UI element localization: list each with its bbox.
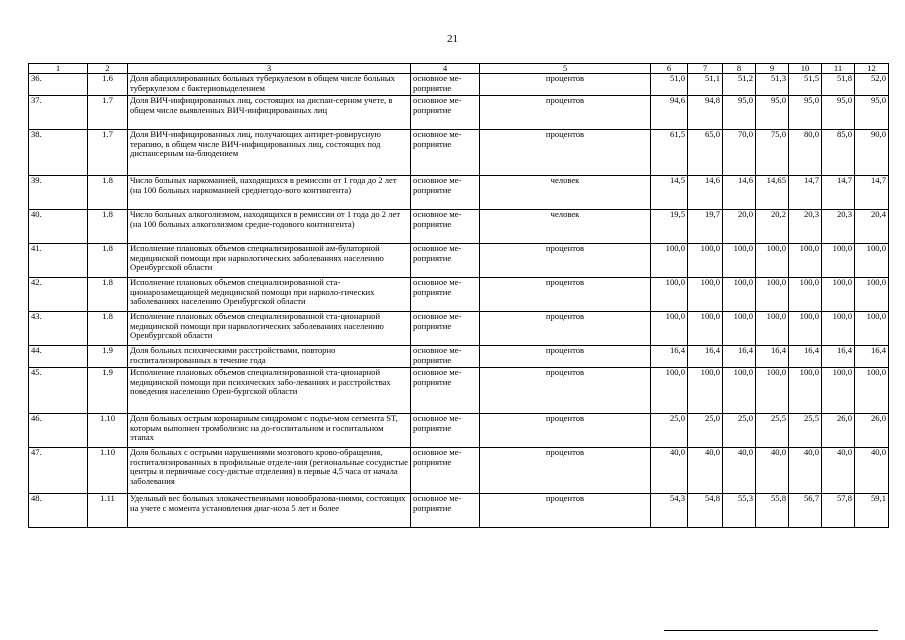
indicator-value: 40,0	[651, 448, 688, 494]
indicator-value: 51,1	[688, 74, 723, 96]
unit-of-measure: процентов	[480, 494, 651, 528]
activity-code: 1.8	[88, 278, 128, 312]
indicator-value: 80,0	[789, 130, 822, 176]
column-header: 4	[411, 64, 480, 74]
indicator-value: 95,0	[789, 96, 822, 130]
indicator-value: 100,0	[688, 368, 723, 414]
indicator-value: 100,0	[688, 312, 723, 346]
indicator-value: 100,0	[822, 244, 855, 278]
row-number: 43.	[29, 312, 88, 346]
indicator-value: 14,65	[756, 176, 789, 210]
row-number: 46.	[29, 414, 88, 448]
indicator-value: 40,0	[855, 448, 889, 494]
indicator-value: 100,0	[756, 278, 789, 312]
indicator-name: Исполнение плановых объемов специализированной ста-ционарозамещающей медицинской помощи при нарколо-гических заболеваниях населению Оренбургской области	[128, 278, 411, 312]
table-body	[29, 74, 889, 528]
indicator-value: 95,0	[723, 96, 756, 130]
column-header: 8	[723, 64, 756, 74]
indicator-name: Число больных наркоманией, находящихся в ремиссии от 1 года до 2 лет (на 100 больных наркоманией среднегодо-вого контингента)	[128, 176, 411, 210]
indicator-value: 100,0	[651, 278, 688, 312]
table-row	[29, 278, 889, 312]
activity-code: 1.10	[88, 414, 128, 448]
column-header: 9	[756, 64, 789, 74]
activity-type: основное ме-роприятие	[411, 176, 480, 210]
indicator-value: 94,6	[651, 96, 688, 130]
indicator-value: 100,0	[855, 244, 889, 278]
indicator-value: 100,0	[651, 312, 688, 346]
indicator-value: 100,0	[822, 278, 855, 312]
table-row	[29, 130, 889, 176]
row-number: 41.	[29, 244, 88, 278]
indicator-value: 16,4	[688, 346, 723, 368]
activity-type: основное ме-роприятие	[411, 312, 480, 346]
indicator-value: 100,0	[855, 368, 889, 414]
indicator-value: 100,0	[756, 312, 789, 346]
column-header: 3	[128, 64, 411, 74]
indicator-value: 20,3	[822, 210, 855, 244]
indicator-value: 57,8	[822, 494, 855, 528]
indicator-value: 20,4	[855, 210, 889, 244]
row-number: 48.	[29, 494, 88, 528]
unit-of-measure: процентов	[480, 74, 651, 96]
indicator-value: 100,0	[651, 368, 688, 414]
indicator-value: 20,0	[723, 210, 756, 244]
indicator-value: 26,0	[855, 414, 889, 448]
activity-code: 1.10	[88, 448, 128, 494]
table-row	[29, 176, 889, 210]
indicator-value: 100,0	[789, 278, 822, 312]
indicator-value: 56,7	[789, 494, 822, 528]
indicators-table	[28, 63, 889, 528]
activity-type: основное ме-роприятие	[411, 346, 480, 368]
indicator-value: 95,0	[855, 96, 889, 130]
indicator-value: 61,5	[651, 130, 688, 176]
table-row	[29, 368, 889, 414]
table-row	[29, 210, 889, 244]
indicator-value: 14,7	[855, 176, 889, 210]
indicator-value: 51,5	[789, 74, 822, 96]
unit-of-measure: процентов	[480, 414, 651, 448]
indicator-value: 40,0	[688, 448, 723, 494]
indicator-value: 100,0	[688, 278, 723, 312]
row-number: 38.	[29, 130, 88, 176]
page-number: 21	[447, 33, 458, 45]
indicator-name: Удельный вес больных злокачественными новообразова-ниями, состоящих на учете с момента установления диаг-ноза 5 лет и более	[128, 494, 411, 528]
unit-of-measure: процентов	[480, 278, 651, 312]
indicator-value: 52,0	[855, 74, 889, 96]
activity-type: основное ме-роприятие	[411, 414, 480, 448]
indicator-value: 100,0	[789, 244, 822, 278]
activity-code: 1.8	[88, 312, 128, 346]
activity-type: основное ме-роприятие	[411, 278, 480, 312]
indicator-value: 25,0	[688, 414, 723, 448]
indicator-value: 14,6	[688, 176, 723, 210]
activity-code: 1.9	[88, 346, 128, 368]
indicator-value: 100,0	[723, 312, 756, 346]
activity-type: основное ме-роприятие	[411, 494, 480, 528]
unit-of-measure: процентов	[480, 244, 651, 278]
indicator-name: Исполнение плановых объемов специализированной ста-ционарной медицинской помощи при наркологических заболеваниях населению Оренбургской области	[128, 312, 411, 346]
table-row	[29, 312, 889, 346]
table-row	[29, 96, 889, 130]
indicator-value: 40,0	[756, 448, 789, 494]
indicator-value: 25,0	[723, 414, 756, 448]
indicator-value: 14,6	[723, 176, 756, 210]
indicator-value: 100,0	[723, 278, 756, 312]
row-number: 45.	[29, 368, 88, 414]
indicator-value: 70,0	[723, 130, 756, 176]
indicator-value: 25,5	[756, 414, 789, 448]
activity-type: основное ме-роприятие	[411, 74, 480, 96]
bottom-rule	[664, 630, 878, 631]
indicator-value: 16,4	[756, 346, 789, 368]
indicator-value: 100,0	[822, 312, 855, 346]
activity-code: 1.8	[88, 244, 128, 278]
indicator-value: 95,0	[822, 96, 855, 130]
column-header: 7	[688, 64, 723, 74]
row-number: 37.	[29, 96, 88, 130]
indicator-name: Доля больных психическими расстройствами, повторно госпитализированных в течение года	[128, 346, 411, 368]
indicator-value: 100,0	[688, 244, 723, 278]
row-number: 36.	[29, 74, 88, 96]
indicator-value: 100,0	[756, 368, 789, 414]
table-row	[29, 346, 889, 368]
indicator-value: 85,0	[822, 130, 855, 176]
indicator-value: 55,3	[723, 494, 756, 528]
indicator-value: 16,4	[651, 346, 688, 368]
activity-code: 1.8	[88, 176, 128, 210]
activity-type: основное ме-роприятие	[411, 96, 480, 130]
unit-of-measure: процентов	[480, 312, 651, 346]
column-header: 6	[651, 64, 688, 74]
activity-type: основное ме-роприятие	[411, 210, 480, 244]
activity-type: основное ме-роприятие	[411, 244, 480, 278]
indicator-name: Доля больных острым коронарным синдромом с подъе-мом сегмента ST, которым выполнен тромболизис на до-госпитальном и госпитальном этапах	[128, 414, 411, 448]
column-header: 5	[480, 64, 651, 74]
activity-code: 1.7	[88, 130, 128, 176]
indicator-value: 100,0	[651, 244, 688, 278]
unit-of-measure: процентов	[480, 346, 651, 368]
table-row	[29, 494, 889, 528]
activity-type: основное ме-роприятие	[411, 130, 480, 176]
activity-code: 1.6	[88, 74, 128, 96]
row-number: 40.	[29, 210, 88, 244]
indicator-value: 51,2	[723, 74, 756, 96]
indicator-value: 65,0	[688, 130, 723, 176]
indicator-name: Доля ВИЧ-инфицированных лиц, получающих антирет-ровирусную терапию, в общем числе ВИЧ-инфицированных лиц, состоящих под диспансерным на-блюдением	[128, 130, 411, 176]
indicator-value: 16,4	[855, 346, 889, 368]
indicator-value: 16,4	[723, 346, 756, 368]
indicator-name: Исполнение плановых объемов специализированной ста-ционарной медицинской помощи при психических забо-леваниях и расстройствах поведения населению Орен-бургской области	[128, 368, 411, 414]
indicator-value: 25,0	[651, 414, 688, 448]
indicator-value: 100,0	[723, 368, 756, 414]
indicator-value: 94,8	[688, 96, 723, 130]
indicator-value: 40,0	[789, 448, 822, 494]
indicator-value: 51,3	[756, 74, 789, 96]
indicator-value: 100,0	[756, 244, 789, 278]
indicator-value: 55,8	[756, 494, 789, 528]
indicator-value: 54,8	[688, 494, 723, 528]
row-number: 47.	[29, 448, 88, 494]
column-header: 10	[789, 64, 822, 74]
table-row	[29, 448, 889, 494]
activity-code: 1.8	[88, 210, 128, 244]
table-header	[29, 64, 889, 74]
unit-of-measure: процентов	[480, 96, 651, 130]
indicator-value: 19,7	[688, 210, 723, 244]
unit-of-measure: процентов	[480, 448, 651, 494]
table-row	[29, 74, 889, 96]
indicator-value: 100,0	[855, 278, 889, 312]
activity-code: 1.11	[88, 494, 128, 528]
unit-of-measure: процентов	[480, 130, 651, 176]
indicator-value: 16,4	[789, 346, 822, 368]
indicator-value: 16,4	[822, 346, 855, 368]
indicator-value: 26,0	[822, 414, 855, 448]
row-number: 39.	[29, 176, 88, 210]
table-row	[29, 414, 889, 448]
indicator-value: 20,3	[789, 210, 822, 244]
indicator-name: Доля абациллированных больных туберкулезом в общем числе больных туберкулезом с бактериовыделением	[128, 74, 411, 96]
activity-type: основное ме-роприятие	[411, 448, 480, 494]
indicator-value: 14,5	[651, 176, 688, 210]
indicator-value: 40,0	[723, 448, 756, 494]
table-row	[29, 244, 889, 278]
indicator-value: 90,0	[855, 130, 889, 176]
indicator-value: 100,0	[822, 368, 855, 414]
indicator-value: 14,7	[822, 176, 855, 210]
indicator-value: 100,0	[723, 244, 756, 278]
indicator-name: Доля больных с острыми нарушениями мозгового крово-обращения, госпитализированных в профильные отделе-ния (региональные сосудистые центры и первичные сосу-дистые отделения) в первые 4,5 часа от начала заболевания	[128, 448, 411, 494]
unit-of-measure: человек	[480, 176, 651, 210]
indicator-value: 75,0	[756, 130, 789, 176]
indicator-value: 59,1	[855, 494, 889, 528]
activity-code: 1.9	[88, 368, 128, 414]
row-number: 44.	[29, 346, 88, 368]
unit-of-measure: процентов	[480, 368, 651, 414]
unit-of-measure: человек	[480, 210, 651, 244]
column-header: 2	[88, 64, 128, 74]
activity-code: 1.7	[88, 96, 128, 130]
indicator-value: 14,7	[789, 176, 822, 210]
indicator-name: Доля ВИЧ-инфицированных лиц, состоящих на диспан-серном учете, в общем числе выявленных ВИЧ-инфицированных лиц	[128, 96, 411, 130]
indicator-value: 51,8	[822, 74, 855, 96]
indicator-value: 100,0	[789, 312, 822, 346]
indicator-value: 19,5	[651, 210, 688, 244]
indicator-value: 20,2	[756, 210, 789, 244]
indicator-value: 51,0	[651, 74, 688, 96]
indicator-value: 54,3	[651, 494, 688, 528]
indicator-name: Исполнение плановых объемов специализированной ам-булаторной медицинской помощи при наркологических заболеваниях населению Оренбургской области	[128, 244, 411, 278]
indicator-value: 95,0	[756, 96, 789, 130]
column-header: 12	[855, 64, 889, 74]
column-header: 1	[29, 64, 88, 74]
row-number: 42.	[29, 278, 88, 312]
indicator-value: 40,0	[822, 448, 855, 494]
indicator-name: Число больных алкоголизмом, находящихся в ремиссии от 1 года до 2 лет (на 100 больных алкоголизмом средне-годового контингента)	[128, 210, 411, 244]
indicator-value: 25,5	[789, 414, 822, 448]
activity-type: основное ме-роприятие	[411, 368, 480, 414]
indicator-value: 100,0	[855, 312, 889, 346]
indicator-value: 100,0	[789, 368, 822, 414]
column-header: 11	[822, 64, 855, 74]
